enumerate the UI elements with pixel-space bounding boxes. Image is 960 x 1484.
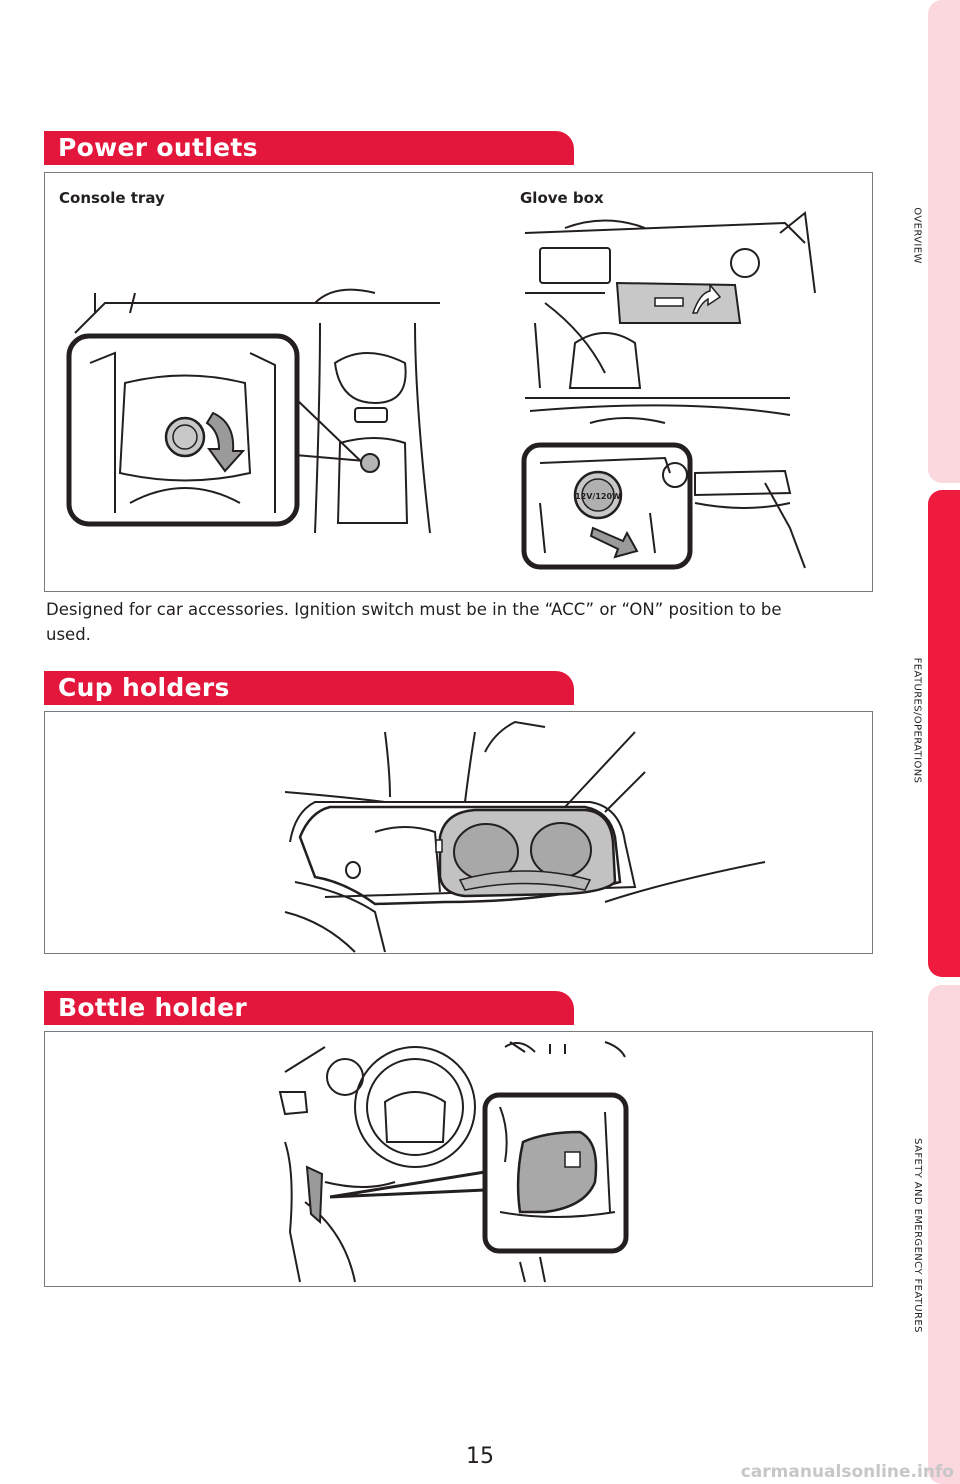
power-outlets-figure — [44, 172, 873, 592]
watermark: carmanualsonline.info — [740, 1462, 954, 1482]
side-tab-features-operations[interactable] — [928, 490, 960, 977]
glove-box-illustration — [45, 173, 873, 592]
side-label-features-operations: FEATURES/OPERATIONS — [911, 657, 923, 783]
side-tab-overview[interactable] — [928, 0, 960, 483]
cup-holders-illustration — [45, 712, 873, 954]
section-title-cup-holders: Cup holders — [44, 671, 574, 705]
side-tab-safety[interactable] — [928, 985, 960, 1484]
side-label-safety: SAFETY AND EMERGENCY FEATURES — [911, 1137, 923, 1333]
console-tray-label: Console tray — [59, 189, 165, 207]
power-outlets-description: Designed for car accessories. Ignition switch must be in the “ACC” or “ON” position to be used. — [46, 600, 782, 644]
page-number: 15 — [466, 1444, 494, 1469]
glove-box-label: Glove box — [520, 189, 604, 207]
section-title-bottle-holder: Bottle holder — [44, 991, 574, 1025]
bottle-holder-illustration — [45, 1032, 873, 1287]
cup-holders-figure — [44, 711, 873, 954]
bottle-holder-figure — [44, 1031, 873, 1287]
side-label-overview: OVERVIEW — [911, 206, 923, 264]
outlet-rating-text: 12V/120W — [575, 492, 621, 501]
section-title-power-outlets: Power outlets — [44, 131, 574, 165]
